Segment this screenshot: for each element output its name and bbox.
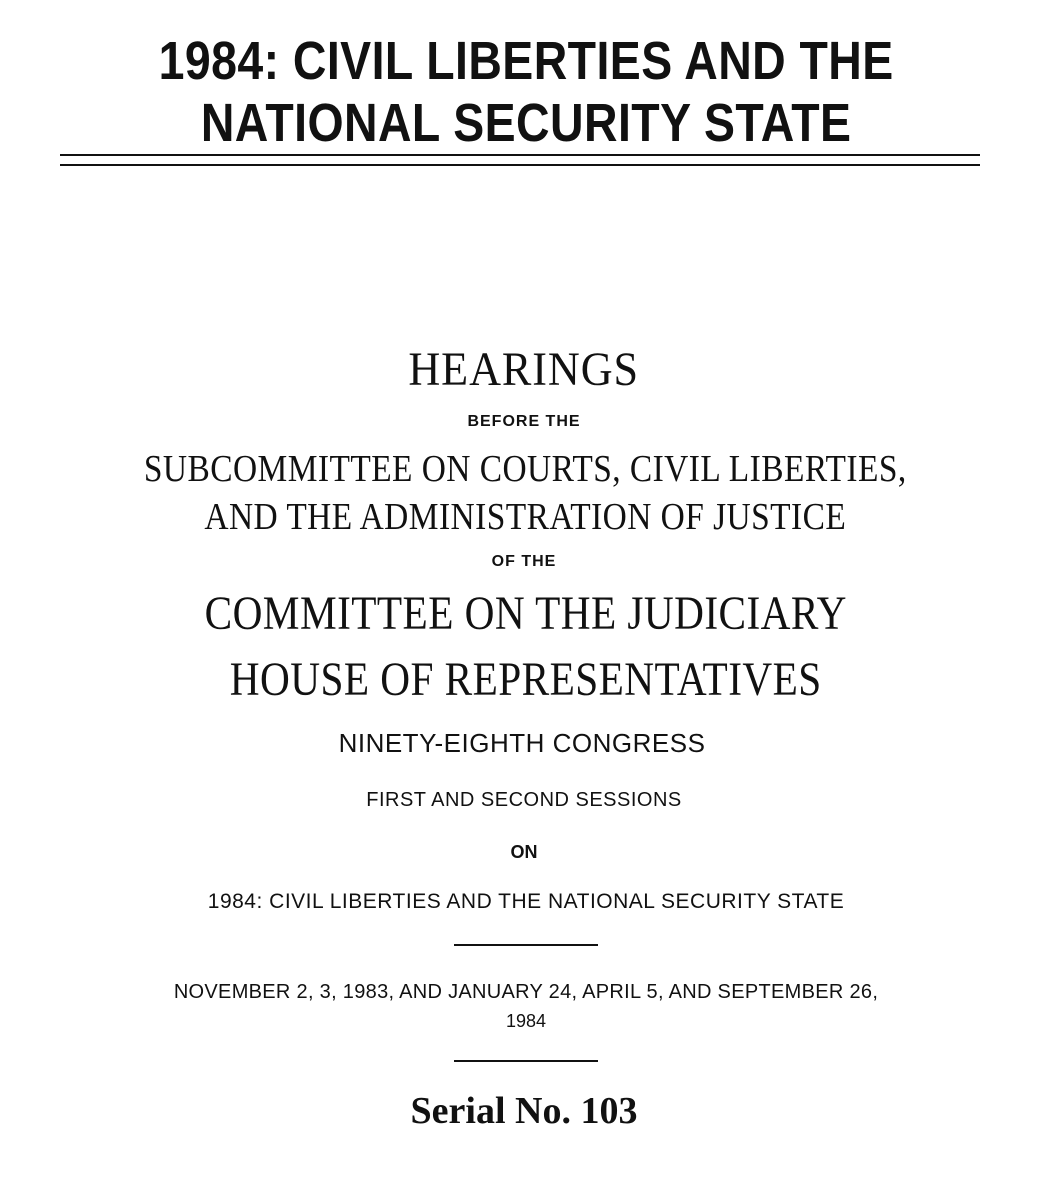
committee-line-1: COMMITTEE ON THE JUDICIARY: [204, 587, 847, 640]
subcommittee-line-1: SUBCOMMITTEE ON COURTS, CIVIL LIBERTIES,: [143, 448, 907, 490]
committee-line-2: HOUSE OF REPRESENTATIVES: [229, 653, 822, 706]
hearing-dates-line-1: NOVEMBER 2, 3, 1983, AND JANUARY 24, APRIL 5, AND SEPTEMBER 26,: [173, 981, 879, 1003]
sessions-label: FIRST AND SECOND SESSIONS: [366, 789, 682, 811]
document-title-line-2: NATIONAL SECURITY STATE: [200, 93, 852, 153]
serial-number: Serial No. 103: [410, 1090, 638, 1132]
of-the-label: OF THE: [491, 553, 557, 570]
hearings-heading: HEARINGS: [408, 343, 639, 396]
document-title-line-1: 1984: CIVIL LIBERTIES AND THE: [158, 31, 894, 91]
subcommittee-line-2: AND THE ADMINISTRATION OF JUSTICE: [204, 496, 847, 538]
divider-rule-2: [454, 1060, 598, 1062]
divider-rule-1: [454, 944, 598, 946]
on-label: ON: [510, 842, 538, 862]
title-double-rule: [60, 154, 980, 166]
congress-label: NINETY-EIGHTH CONGRESS: [338, 728, 706, 758]
hearing-dates-line-2: 1984: [505, 1011, 547, 1031]
hearing-topic: 1984: CIVIL LIBERTIES AND THE NATIONAL SECURITY STATE: [207, 890, 845, 913]
before-the-label: BEFORE THE: [467, 413, 581, 430]
